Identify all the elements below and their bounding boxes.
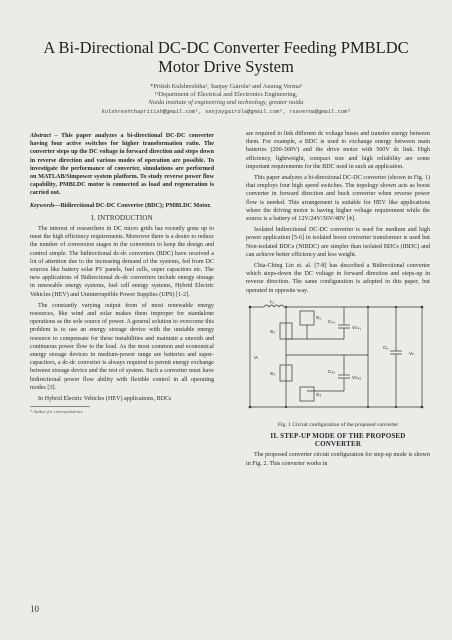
intro-paragraph-2: The constantly varying output from of most renewable energy resources, like wind and solar makes them improper for standalone operations as the sole source of power. A general solution to overcome this problem is to use an energy storage device with the unstable energy resource to compensate for these instabilities and maintain a smooth and continuous power flow to the load. As the most common and economical energy storage devices in medium-power range are batteries and super-capacitors, a dc-dc converter is always required to permit energy exchange between storage device and the rest of system. Such a converter must have bidirectional power flow ability with flexible control in all operating modes [3].: [30, 302, 214, 391]
section-heading-step-up: [246, 432, 430, 448]
abstract-lead: Abstract: [30, 133, 51, 139]
label-s3: S₃: [270, 371, 276, 377]
section-heading-step-up-line2: CONVERTER: [314, 440, 362, 449]
paper-title: A Bi-Directional DC-DC Converter Feeding PMBLDC Motor Drive System: [43, 38, 409, 76]
keywords-text: —Bidirectional DC-DC Converter (BDC); PMBLDC Motor.: [54, 202, 211, 209]
right-paragraph-1: are required to link different dc voltage buses and transfer energy between them. For example, a BDC is used to exchange energy between main batteries (200-300V) and the drive motor with 500V dc link. High efficiency, lightweight, compact size and high reliability are some important requirements for the BDC used in such an application.: [246, 131, 430, 170]
keywords-lead: Keywords: [30, 202, 55, 209]
correspondence-footnote: * Author for correspondence: [30, 406, 90, 416]
label-cs1: Cₛ₁: [328, 319, 335, 325]
intro-paragraph-3: In Hybrid Electric Vehicles (HEV) applications, BDCs: [38, 396, 172, 403]
label-vcs2: Vᴄₛ₂: [352, 375, 362, 381]
right-column: [246, 130, 430, 471]
section-heading-step-up-line1: II. STEP-UP MODE OF THE PROPOSED: [270, 432, 406, 441]
label-vh: Vₕ: [409, 351, 415, 357]
step-up-paragraph: The proposed converter circuit configuration for step-up mode is shown in Fig. 2. This converter works in: [246, 452, 430, 467]
left-column: [30, 132, 214, 417]
right-paragraph-2: This paper analyzes a bi-directional DC-DC converter (shown in Fig. 1) that employs four high speed switches. The topology shown acts as boost converter in forward direction and buck converter when reverse power flow is needed. This arrangement is suitable for HEV like applications where the driving motor is having higher voltage requirement while the source is a battery of 12V/24V/36V/48V [4].: [246, 175, 430, 223]
page-number: 10: [30, 604, 39, 614]
label-vl: Vₗ: [254, 355, 258, 361]
intro-paragraph-1: The interest of researchers in DC micro grids has recently gone up to meet the high efficiency requirements. Moreover there is a desire to reduce the number of conversion stages in the converters to keep the design and control simple. The bidirectional dc-dc converters (BDC) have received a lot of attention due to the increasing demand of the systems, fed from DC sources like battery solar PV panels, fuel cells, super capacitors etc. The new applications of Bidirectional dc-dc converters include energy storage in renewable energy systems, fuel cell energy systems, Hybrid Electric Vehicles (HEV) and Uninterruptible Power Supplies (UPS) [1-2].: [30, 226, 214, 298]
keywords: [30, 202, 214, 210]
label-vcs1: Vᴄₛ₁: [352, 325, 362, 331]
institution-line: Noida institute of engineering and technology, greater noida: [148, 99, 304, 107]
right-paragraph-3: Isolated bidirectional DC-DC converter is used for medium and high power application [5-6] in isolated boost converter transformer is used but Non-isolated BDCs (NIBDC) are simpler than isolated BDCs (IBDC) and can achieve better efficiency and less weight.: [246, 227, 430, 258]
abstract-text: – This paper analyzes a bi-directional DC-DC converter having four active switches for higher transformation ratio. The converter steps up the DC voltage in forward direction and steps down in reverse direction and various modes of operation are possible. To investigate the performance of converter, simulations are performed on MATLAB/Simpower system platform. To study reverse power flow capability, PMBLDC motor is connected as load and regeneration is carried out.: [30, 133, 214, 197]
label-s2: S₂: [270, 329, 276, 335]
right-paragraph-4: Chia-Ching Lin et. al. [7-8] has described a Bidirectional converter which steps-down the DC voltage in forward direction and steps-up in reverse direction. The same configuration is adopted in this paper, but operated in opposite way.: [246, 263, 430, 294]
label-co: Cₒ: [383, 345, 389, 351]
affiliation-line: ¹²Department of Electrical and Electronics Engineering,: [154, 91, 298, 99]
label-s1: S₁: [316, 315, 321, 321]
label-inductor: L₁: [270, 299, 275, 305]
author-emails: kulshreshthapritish@gmail.com¹, sanjaygairola@gmail.com², rsaverma@gmail.com³: [101, 108, 351, 115]
section-heading-introduction: I. INTRODUCTION: [91, 213, 153, 222]
author-block: [40, 83, 412, 116]
figure-1-caption: Fig. 1 Circuit configuration of the proposed converter: [277, 422, 399, 429]
authors-line: *Pritish Kulshreshtha¹, Sanjay Gairola² and Anurag Verma³: [150, 83, 302, 90]
label-s4: S₄: [316, 392, 322, 398]
figure-1-circuit: [246, 299, 430, 420]
label-cs2: Cₛ₂: [328, 369, 336, 375]
circuit-diagram: [246, 299, 430, 417]
abstract: [30, 132, 214, 198]
